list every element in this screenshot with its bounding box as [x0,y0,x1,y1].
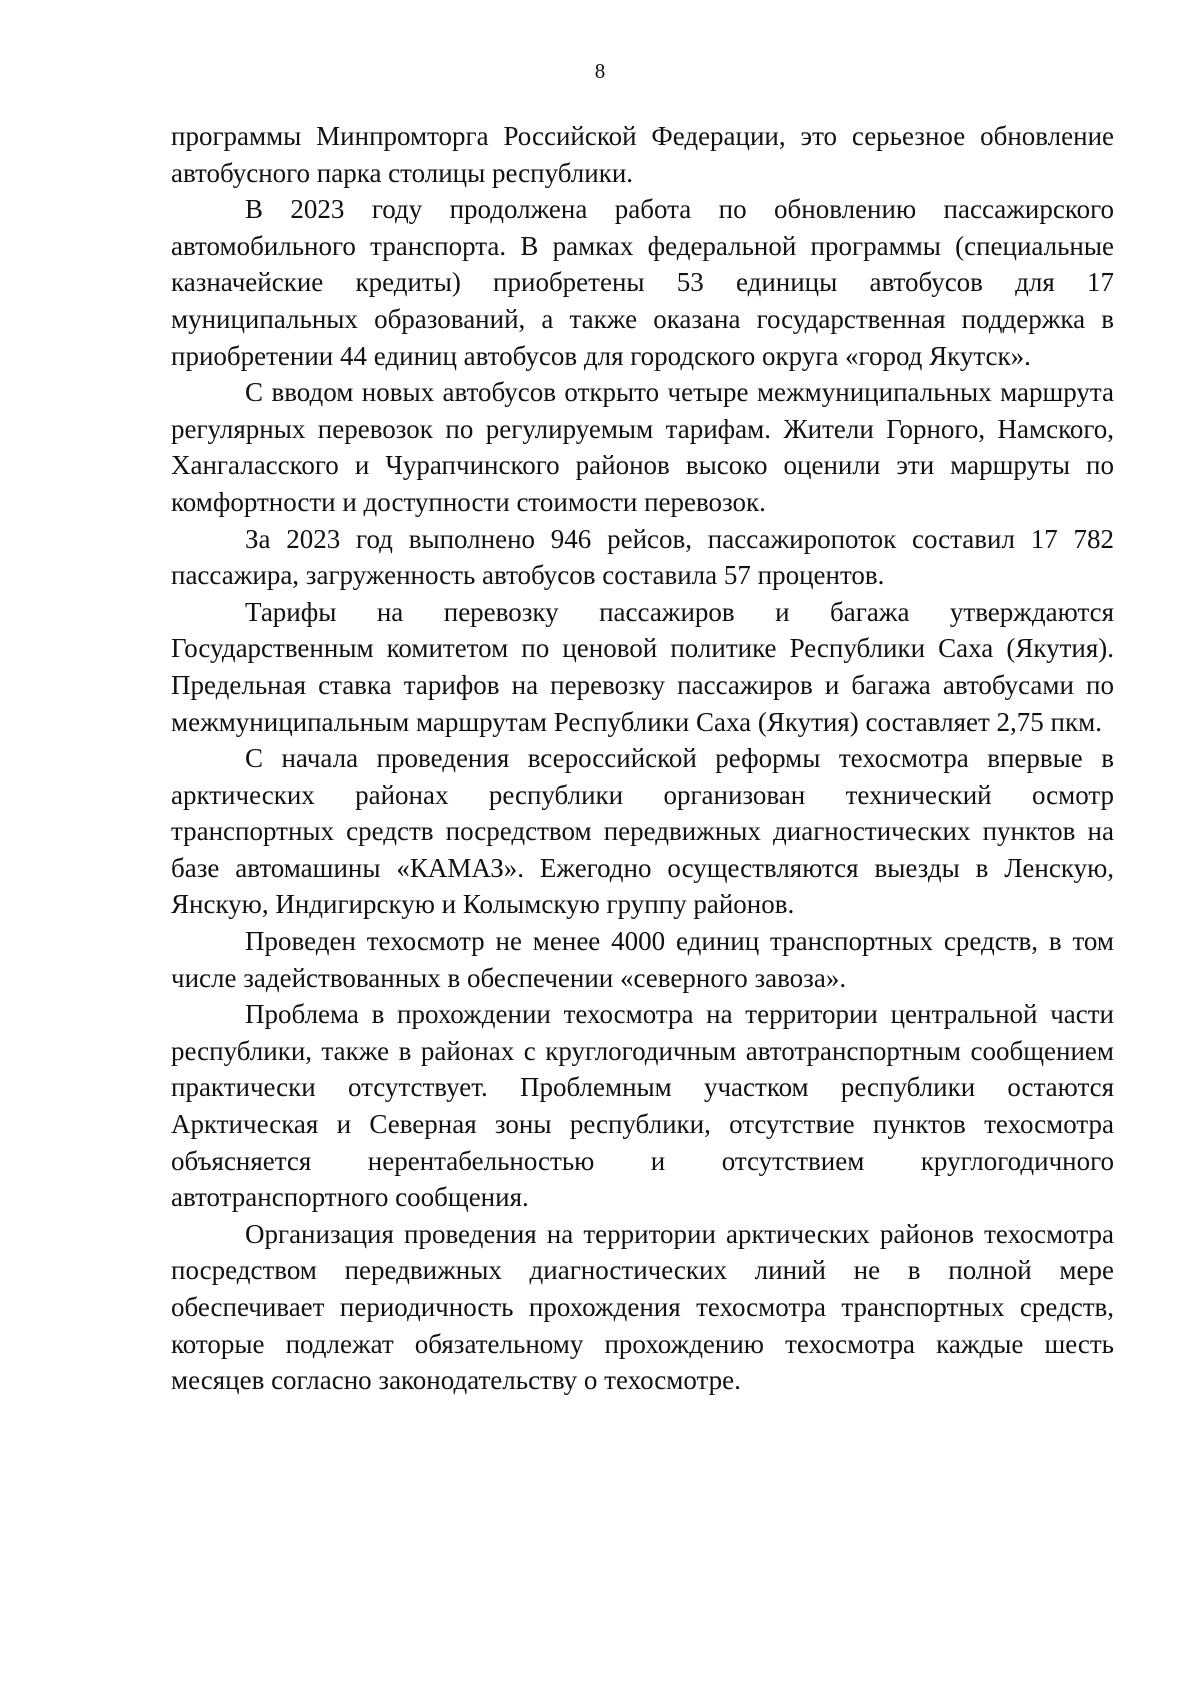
paragraph-tariffs: Тарифы на перевозку пассажиров и багажа утверждаются Государственным комитетом по ценовой политике Республики Саха (Якутия). Предельная ставка тарифов на перевозку пассажиров и багажа автобусами по межмуниципальным маршрутам Республики Саха (Якутия) составляет 2,75 пкм. [171,596,1114,737]
paragraph-trip-statistics: За 2023 год выполнено 946 рейсов, пассажиропоток составил 17 782 пассажира, загруженность автобусов составила 57 процентов. [171,523,1114,591]
document-body [171,118,1114,1399]
paragraph-bus-renewal: В 2023 году продолжена работа по обновлению пассажирского автомобильного транспорта. В рамках федеральной программы (специальные казначейские кредиты) приобретены 53 единицы автобусов для 17 муниципальных образований, а также оказана государственная поддержка в приобретении 44 единиц автобусов для городского округа «город Якутск». [171,194,1114,371]
paragraph-inspection-count: Проведен техосмотр не менее 4000 единиц транспортных средств, в том числе задействованных в обеспечении «северного завоза». [171,926,1114,993]
paragraph-inspection-reform: С начала проведения всероссийской реформы техосмотра впервые в арктических районах республики организован технический осмотр транспортных средств посредством передвижных диагностических пунктов на базе автомашины «КАМАЗ». Ежегодно осуществляются выезды в Ленскую, Янскую, Индигирскую и Колымскую группу районов. [171,743,1114,920]
paragraph-new-routes: С вводом новых автобусов открыто четыре межмуниципальных маршрута регулярных перевозок по регулируемым тарифам. Жители Горного, Намского, Хангаласского и Чурапчинского районов высоко оценили эти маршруты по комфортности и доступности стоимости перевозок. [171,377,1114,517]
page-number: 8 [594,59,606,83]
paragraph-inspection-problem: Проблема в прохождении техосмотра на территории центральной части республики, также в районах с круглогодичным автотранспортным сообщением практически отсутствует. Проблемным участком республики остаются Арктическая и Северная зоны республики, отсутствие пунктов техосмотра объясняется нерентабельностью и отсутствием круглогодичного автотранспортного сообщения. [171,999,1114,1213]
paragraph-continuation: программы Минпромторга Российской Федерации, это серьезное обновление автобусного парка столицы республики. [171,121,1114,188]
paragraph-mobile-inspection: Организация проведения на территории арктических районов техосмотра посредством передвижных диагностических линий не в полной мере обеспечивает периодичность прохождения техосмотра транспортных средств, которые подлежат обязательному прохождению техосмотра каждые шесть месяцев согласно законодательству о техосмотре. [171,1218,1114,1396]
